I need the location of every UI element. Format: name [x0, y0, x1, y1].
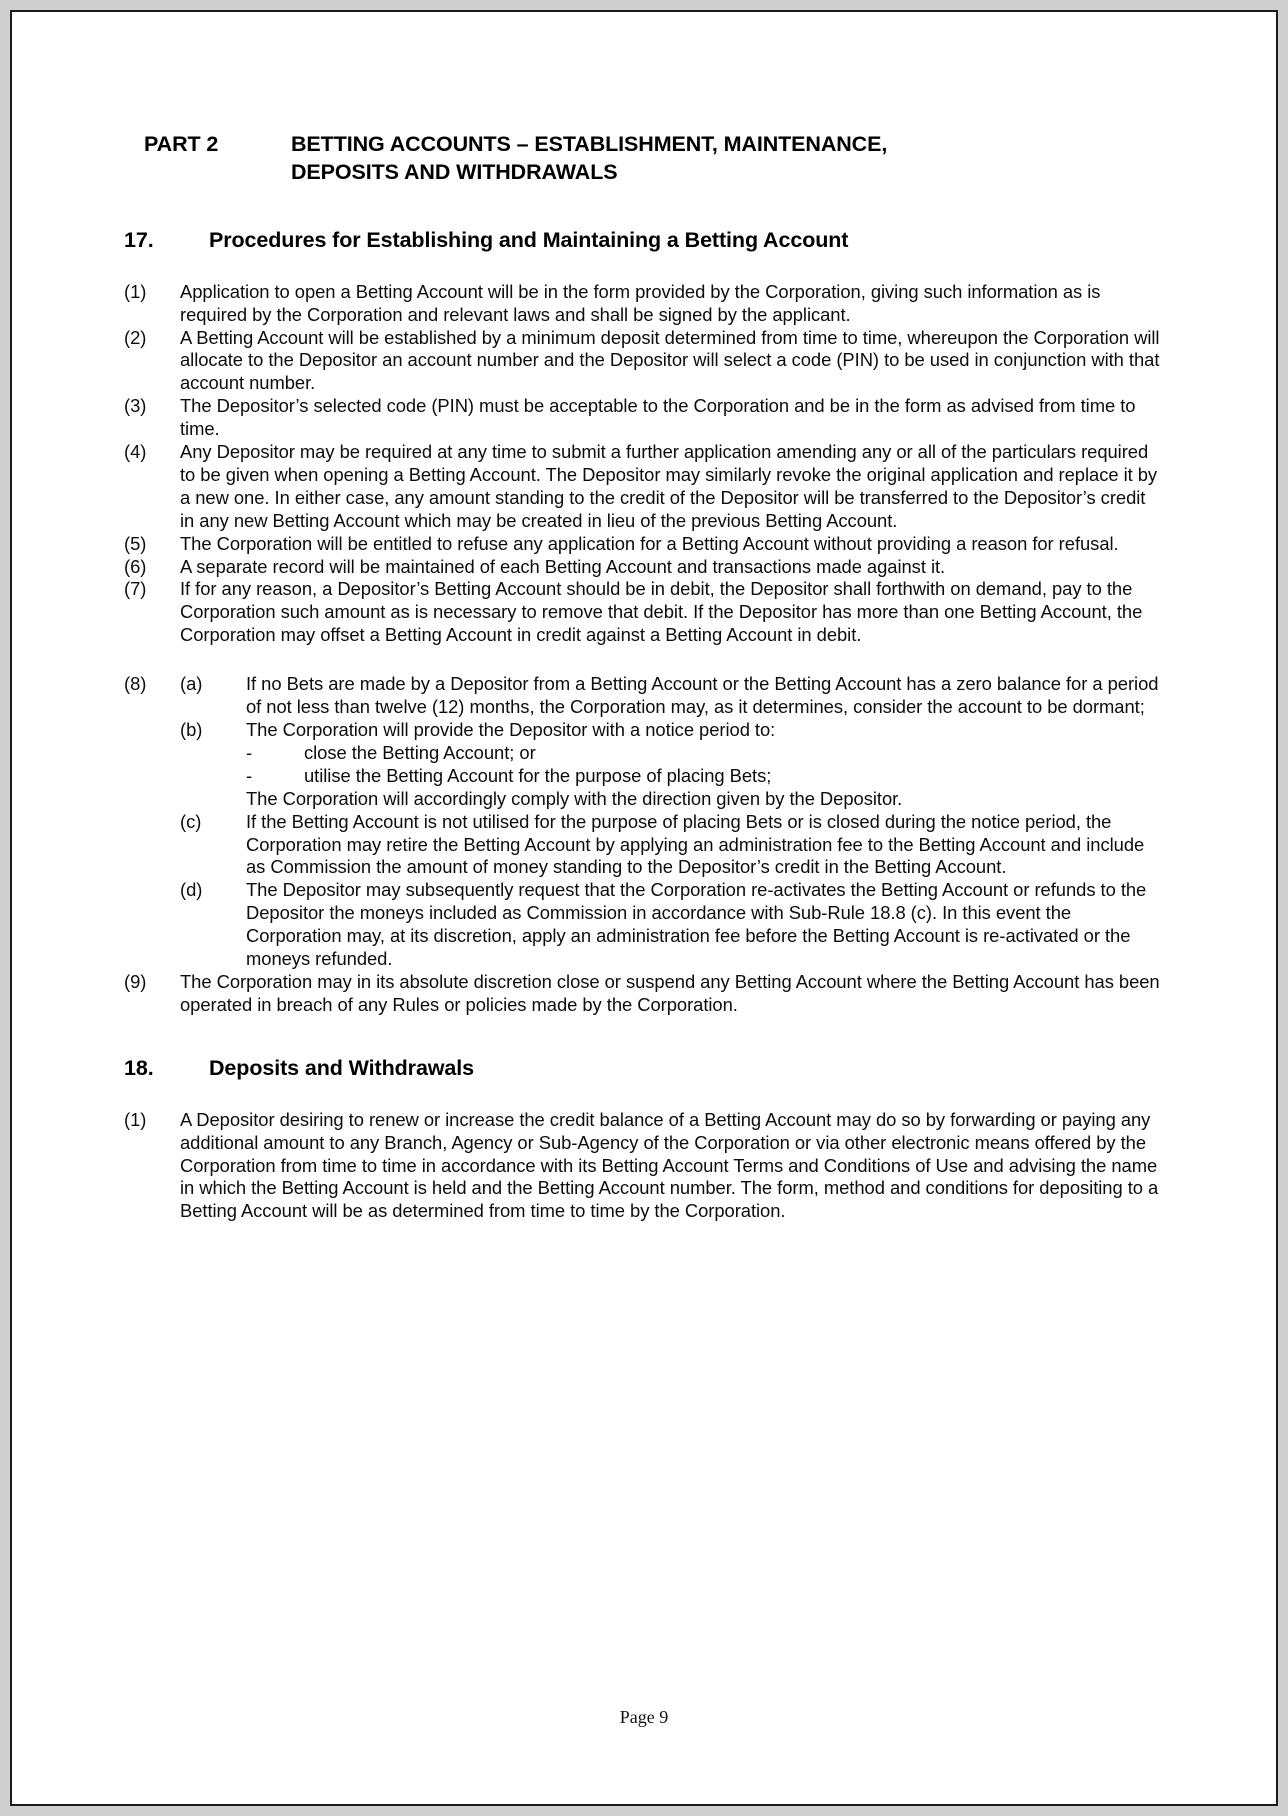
dash-bullet-icon: -: [246, 741, 253, 763]
spacer: [124, 255, 1164, 281]
section-18: [124, 1055, 1164, 1223]
clause-8-marker-spacer: [124, 811, 180, 880]
clause-text: The Depositor’s selected code (PIN) must be acceptable to the Corporation and be in the form as advised from time to time.: [180, 395, 1136, 440]
clause-8-marker-spacer: [124, 742, 180, 765]
clause-8-item-b-bullet-2: [124, 765, 1164, 788]
section-18-number: 18.: [124, 1055, 154, 1080]
subclause-marker-spacer: [180, 788, 246, 811]
page-footer: [12, 1707, 1276, 1728]
clause-marker: (2): [124, 326, 147, 348]
clause-8-item-b: [124, 719, 1164, 742]
clause-7: [124, 578, 1164, 647]
section-18-clause-1: [124, 1109, 1164, 1224]
clause-8-item-b-bullet-1: [124, 742, 1164, 765]
clause-5: [124, 533, 1164, 556]
bullet-close-account: [246, 742, 1164, 765]
clause-marker: (5): [124, 532, 147, 554]
page-number-label: Page 9: [619, 1707, 669, 1727]
clause-text: Application to open a Betting Account will be in the form provided by the Corporation, giving such information as is required by the Corporation and relevant laws and shall be signed by the applicant.: [180, 280, 1101, 325]
part-label: PART 2: [144, 132, 219, 156]
spacer: [124, 187, 1164, 227]
bullet-text: close the Betting Account; or: [304, 741, 536, 763]
clause-8-marker-spacer: [124, 788, 180, 811]
clause-marker: (9): [124, 970, 147, 992]
subclause-marker: (b): [180, 719, 203, 740]
clause-text: A separate record will be maintained of each Betting Account and transactions made against it.: [180, 555, 946, 577]
clause-8-marker-spacer: [124, 719, 180, 742]
part-title-line-2: DEPOSITS AND WITHDRAWALS: [291, 160, 618, 185]
part-heading: [144, 130, 1164, 187]
clause-8-marker-spacer: [124, 765, 180, 788]
subclause-text: The Corporation will provide the Depositor with a notice period to:: [246, 719, 776, 740]
clause-3: [124, 395, 1164, 441]
section-17-heading: [124, 227, 1164, 255]
clause-text: A Betting Account will be established by a minimum deposit determined from time to time, whereupon the Corporation will allocate to the Depositor an account number and the Depositor will select a code (PIN) to be used in conjunction with that account number.: [180, 326, 1160, 394]
clause-1: [124, 281, 1164, 327]
subclause-text: If no Bets are made by a Depositor from a Betting Account or the Betting Account has a zero balance for a period of not less than twelve (12) months, the Corporation may, as it determines, consider the account to be dormant;: [246, 673, 1159, 718]
subclause-marker: (d): [180, 879, 203, 901]
subclause-marker-spacer: [180, 765, 246, 788]
clause-2: [124, 327, 1164, 396]
clause-marker: (4): [124, 441, 147, 463]
section-17-number: 17.: [124, 227, 154, 252]
clause-marker: (1): [124, 1108, 147, 1130]
clause-8-marker: (8): [124, 673, 147, 695]
clause-marker: (6): [124, 555, 147, 577]
clause-text: Any Depositor may be required at any time to submit a further application amending any or all of the particulars required to be given when opening a Betting Account. The Depositor may similarly revoke the original application and replace it by a new one. In either case, any amount standing to the credit of the Depositor will be transferred to the Depositor’s credit in any new Betting Account which may be created in lieu of the previous Betting Account.: [180, 441, 1158, 531]
subclause-closing-text: The Corporation will accordingly comply with the direction given by the Depositor.: [246, 787, 903, 809]
spacer: [124, 647, 1164, 673]
page-content: [12, 12, 1276, 1804]
clause-8-item-d: [124, 879, 1164, 971]
clause-4: [124, 441, 1164, 533]
dash-bullet-icon: -: [246, 764, 253, 786]
section-18-clause-list: [124, 1109, 1164, 1224]
subclause-text: If the Betting Account is not utilised for the purpose of placing Bets or is closed during the notice period, the Corporation may retire the Betting Account by applying an administration fee to the Betting Account and include as Commission the amount of money standing to the Depositor’s credit in the Betting Account.: [246, 810, 1145, 878]
clause-marker: (3): [124, 395, 147, 417]
section-17-title: Procedures for Establishing and Maintaining a Betting Account: [209, 227, 849, 252]
bullet-text: utilise the Betting Account for the purpose of placing Bets;: [304, 764, 772, 786]
part-title-line-1: BETTING ACCOUNTS – ESTABLISHMENT, MAINTENANCE,: [291, 132, 888, 156]
subclause-marker-spacer: [180, 742, 246, 765]
subclause-marker: (c): [180, 810, 202, 832]
spacer: [124, 1083, 1164, 1109]
section-18-title: Deposits and Withdrawals: [209, 1055, 475, 1080]
clause-8-item-c: [124, 811, 1164, 880]
subclause-marker: (a): [180, 673, 203, 695]
clause-marker: (1): [124, 280, 147, 302]
clause-marker: (7): [124, 578, 147, 600]
clause-text: The Corporation may in its absolute discretion close or suspend any Betting Account where the Betting Account has been operated in breach of any Rules or policies made by the Corporation.: [180, 970, 1160, 1015]
part-title: [291, 130, 1164, 187]
clause-8-marker-spacer: [124, 879, 180, 971]
clause-9: [124, 971, 1164, 1017]
subclause-text: The Depositor may subsequently request that the Corporation re-activates the Betting Account or refunds to the Depositor the moneys included as Commission in accordance with Sub-Rule 18.8 (c). In this event the Corporation may, at its discretion, apply an administration fee before the Betting Account is re-activated or the moneys refunded.: [246, 879, 1147, 970]
clause-text: If for any reason, a Depositor’s Betting Account should be in debit, the Depositor shall forthwith on demand, pay to the Corporation such amount as is necessary to remove that debit. If the Depositor has more than one Betting Account, the Corporation may offset a Betting Account in credit against a Betting Account in debit.: [180, 578, 1143, 646]
clause-6: [124, 556, 1164, 579]
clause-8-item-b-closing: [124, 788, 1164, 811]
bullet-utilise-account: [246, 765, 1164, 788]
clause-text: A Depositor desiring to renew or increase the credit balance of a Betting Account may do so by forwarding or paying any additional amount to any Branch, Agency or Sub-Agency of the Corporation or via other electronic means offered by the Corporation from time to time in accordance with its Betting Account Terms and Conditions of Use and advising the name in which the Betting Account is held and the Betting Account number. The form, method and conditions for depositing to a Betting Account will be as determined from time to time by the Corporation.: [180, 1108, 1159, 1222]
clause-8-item-a: [124, 673, 1164, 719]
paper-sheet: [10, 10, 1278, 1806]
clause-text: The Corporation will be entitled to refuse any application for a Betting Account without providing a reason for refusal.: [180, 532, 1119, 554]
section-17-clause-list: [124, 281, 1164, 1017]
section-18-heading: [124, 1055, 1164, 1083]
